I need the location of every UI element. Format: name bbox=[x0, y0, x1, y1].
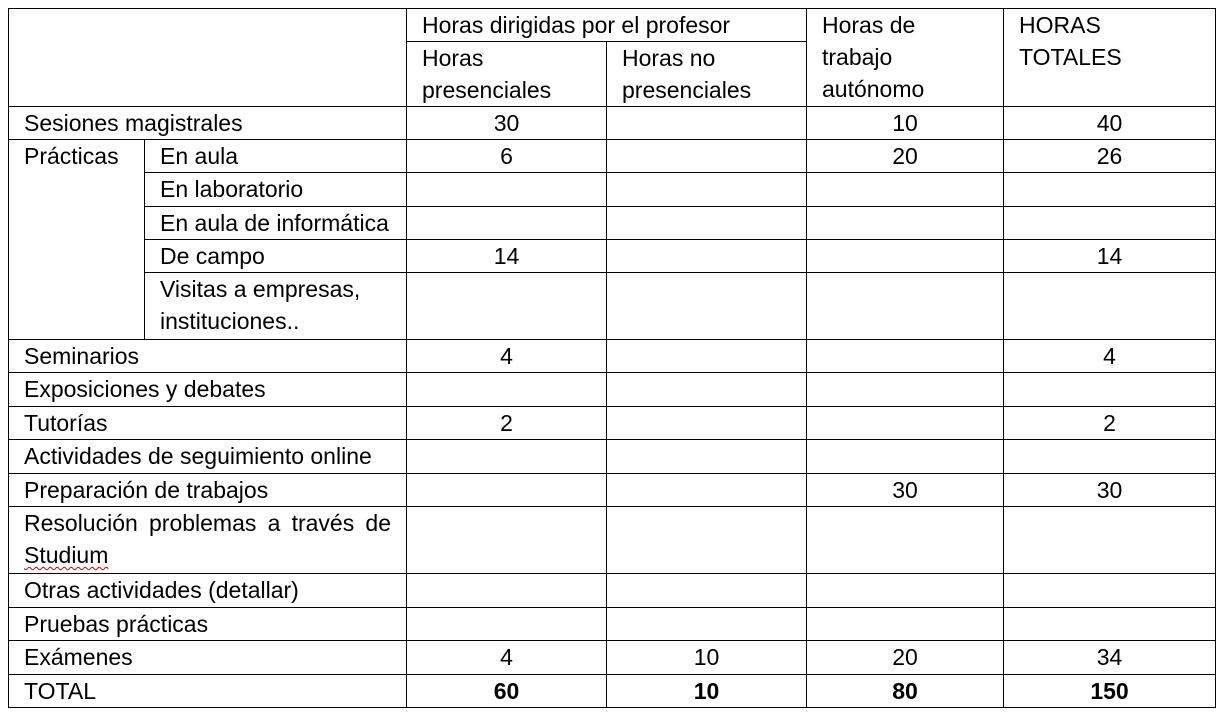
cell-presential: 30 bbox=[407, 107, 607, 140]
cell-autonomous bbox=[807, 407, 1004, 440]
cell-total bbox=[1004, 373, 1216, 407]
cell-autonomous bbox=[807, 207, 1004, 240]
row-label: Preparación de trabajos bbox=[9, 474, 407, 507]
cell-non-presential bbox=[607, 173, 807, 207]
row-label: Otras actividades (detallar) bbox=[9, 574, 407, 608]
header-presential: Horas presenciales bbox=[407, 42, 607, 107]
cell-autonomous bbox=[807, 440, 1004, 474]
row-label: Actividades de seguimiento online bbox=[9, 440, 407, 474]
cell-presential bbox=[407, 574, 607, 608]
cell-total: 34 bbox=[1004, 641, 1216, 675]
header-autonomous: Horas de trabajo autónomo bbox=[807, 9, 1004, 107]
cell-autonomous bbox=[807, 373, 1004, 407]
header-non-presential: Horas no presenciales bbox=[607, 42, 807, 107]
cell-total bbox=[1004, 173, 1216, 207]
row-label: Visitas a empresas, instituciones.. bbox=[145, 273, 407, 340]
cell-autonomous: 20 bbox=[807, 140, 1004, 173]
cell-autonomous bbox=[807, 574, 1004, 608]
table-row bbox=[9, 407, 1216, 440]
table-row bbox=[9, 273, 1216, 340]
cell-presential: 6 bbox=[407, 140, 607, 173]
cell-non-presential bbox=[607, 474, 807, 507]
cell-total: 26 bbox=[1004, 140, 1216, 173]
cell-presential bbox=[407, 507, 607, 574]
cell-presential bbox=[407, 207, 607, 240]
practicas-group-label: Prácticas bbox=[9, 140, 145, 340]
table-row bbox=[9, 574, 1216, 608]
table-row bbox=[9, 207, 1216, 240]
cell-non-presential bbox=[607, 574, 807, 608]
cell-presential bbox=[407, 173, 607, 207]
table-row bbox=[9, 140, 1216, 173]
cell-total bbox=[1004, 207, 1216, 240]
row-label: En laboratorio bbox=[145, 173, 407, 207]
cell-presential bbox=[407, 373, 607, 407]
header-directed-group: Horas dirigidas por el profesor bbox=[407, 9, 807, 42]
table-row bbox=[9, 340, 1216, 373]
cell-autonomous bbox=[807, 173, 1004, 207]
total-autonomous: 80 bbox=[807, 675, 1004, 708]
hours-table bbox=[8, 8, 1216, 708]
cell-total: 30 bbox=[1004, 474, 1216, 507]
row-label: Pruebas prácticas bbox=[9, 608, 407, 641]
cell-autonomous bbox=[807, 273, 1004, 340]
cell-autonomous: 10 bbox=[807, 107, 1004, 140]
cell-non-presential bbox=[607, 207, 807, 240]
table-row bbox=[9, 107, 1216, 140]
cell-presential: 14 bbox=[407, 240, 607, 273]
cell-non-presential bbox=[607, 407, 807, 440]
cell-total bbox=[1004, 440, 1216, 474]
total-non-presential: 10 bbox=[607, 675, 807, 708]
table-row bbox=[9, 507, 1216, 574]
cell-non-presential bbox=[607, 440, 807, 474]
cell-non-presential bbox=[607, 608, 807, 641]
cell-non-presential bbox=[607, 507, 807, 574]
cell-total bbox=[1004, 507, 1216, 574]
cell-total: 40 bbox=[1004, 107, 1216, 140]
cell-autonomous bbox=[807, 340, 1004, 373]
table-row bbox=[9, 440, 1216, 474]
cell-presential: 4 bbox=[407, 340, 607, 373]
cell-non-presential bbox=[607, 273, 807, 340]
cell-non-presential bbox=[607, 373, 807, 407]
cell-presential bbox=[407, 608, 607, 641]
cell-non-presential bbox=[607, 140, 807, 173]
cell-presential bbox=[407, 474, 607, 507]
header-empty-cell bbox=[9, 9, 407, 107]
header-row bbox=[9, 9, 1216, 42]
total-label: TOTAL bbox=[9, 675, 407, 708]
row-label: Seminarios bbox=[9, 340, 407, 373]
row-label: Exposiciones y debates bbox=[9, 373, 407, 407]
table-row bbox=[9, 608, 1216, 641]
cell-presential: 2 bbox=[407, 407, 607, 440]
cell-total: 14 bbox=[1004, 240, 1216, 273]
row-label bbox=[9, 507, 407, 574]
cell-total bbox=[1004, 574, 1216, 608]
cell-autonomous bbox=[807, 507, 1004, 574]
row-label: Tutorías bbox=[9, 407, 407, 440]
cell-total: 2 bbox=[1004, 407, 1216, 440]
cell-autonomous bbox=[807, 608, 1004, 641]
table-row bbox=[9, 474, 1216, 507]
row-label: En aula de informática bbox=[145, 207, 407, 240]
cell-non-presential bbox=[607, 340, 807, 373]
cell-presential: 4 bbox=[407, 641, 607, 675]
row-label: En aula bbox=[145, 140, 407, 173]
total-total: 150 bbox=[1004, 675, 1216, 708]
row-label-text: Resolución problemas a través de bbox=[24, 510, 391, 536]
cell-non-presential bbox=[607, 240, 807, 273]
cell-total bbox=[1004, 608, 1216, 641]
row-label: Sesiones magistrales bbox=[9, 107, 407, 140]
row-label-word: Studium bbox=[24, 542, 109, 568]
cell-total bbox=[1004, 273, 1216, 340]
cell-autonomous bbox=[807, 240, 1004, 273]
table-row bbox=[9, 240, 1216, 273]
table-row bbox=[9, 641, 1216, 675]
total-row bbox=[9, 675, 1216, 708]
header-total: HORAS TOTALES bbox=[1004, 9, 1216, 107]
table-row bbox=[9, 173, 1216, 207]
total-presential: 60 bbox=[407, 675, 607, 708]
cell-non-presential: 10 bbox=[607, 641, 807, 675]
cell-total: 4 bbox=[1004, 340, 1216, 373]
cell-autonomous: 30 bbox=[807, 474, 1004, 507]
row-label: De campo bbox=[145, 240, 407, 273]
row-label: Exámenes bbox=[9, 641, 407, 675]
cell-presential bbox=[407, 440, 607, 474]
cell-non-presential bbox=[607, 107, 807, 140]
cell-autonomous: 20 bbox=[807, 641, 1004, 675]
table-row bbox=[9, 373, 1216, 407]
cell-presential bbox=[407, 273, 607, 340]
